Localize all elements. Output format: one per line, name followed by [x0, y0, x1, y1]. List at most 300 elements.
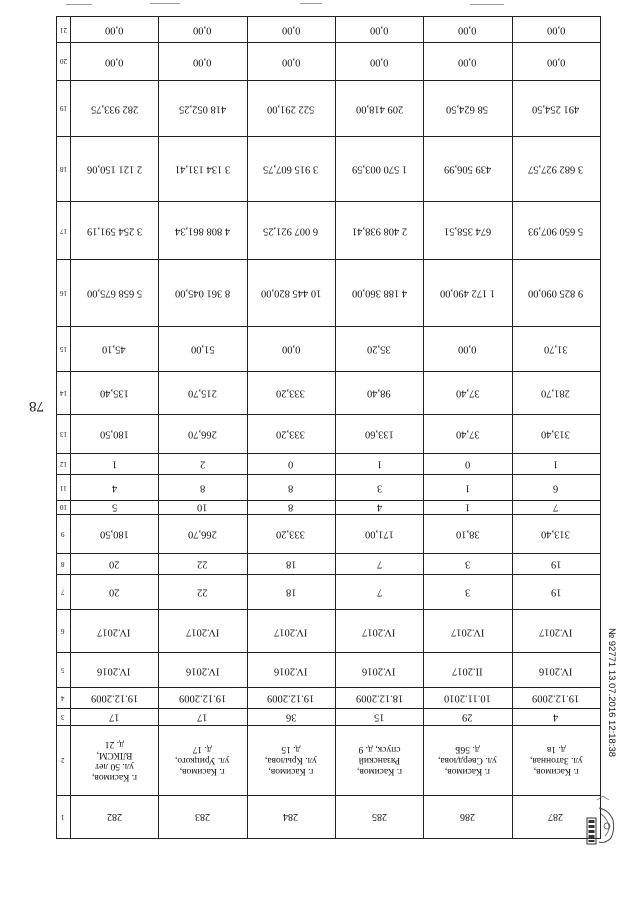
- cell-value: 7: [376, 558, 382, 570]
- column-number-cell: [56, 16, 70, 42]
- scan-artifact: [150, 3, 180, 4]
- cell-value: 1: [464, 501, 471, 513]
- table-cell-col-18: [158, 136, 246, 201]
- table-cell-col-16: [512, 259, 600, 325]
- table-cell-col-7: [247, 574, 335, 609]
- cell-value: 15: [373, 711, 385, 723]
- table-cell-col-7: [423, 574, 511, 609]
- table-cell-col-18: [335, 136, 423, 201]
- column-number-cell: [56, 652, 70, 687]
- table-cell-col-10: [335, 500, 423, 514]
- cell-value: 18: [285, 586, 297, 598]
- address-text: г. Касимов, ул. Затонная, д. 1в: [529, 744, 583, 777]
- table-cell-col-6: [335, 609, 423, 652]
- table-cell-col-7: [512, 574, 600, 609]
- column-number: 14: [59, 388, 67, 397]
- table-cell-col-10: [423, 500, 511, 514]
- cell-value: IV.2016: [185, 665, 220, 677]
- table-cell-col-10: [70, 500, 158, 514]
- cell-value: 3 915 607,75: [263, 163, 319, 175]
- table-cell-col-11: [423, 474, 511, 499]
- cell-value: IV.2017: [450, 626, 485, 638]
- table-cell-col-10: [512, 500, 600, 514]
- cell-value: 19.12.2009: [267, 692, 315, 704]
- table-cell-col-18: [70, 136, 158, 201]
- table-cell-col-15: [247, 326, 335, 371]
- cell-value: 0,00: [458, 343, 477, 355]
- column-number-cell: [56, 708, 70, 725]
- cell-value: 35,20: [367, 343, 391, 355]
- cell-value: 313,40: [541, 428, 571, 440]
- column-number-cell: [56, 687, 70, 708]
- table-cell-col-2: [158, 725, 246, 795]
- cell-value: 29: [462, 711, 473, 723]
- cell-value: 0,00: [546, 24, 565, 36]
- cell-value: 2 121 150,06: [86, 163, 142, 175]
- table-cell-col-5: [247, 652, 335, 687]
- table-cell-col-9: [512, 514, 600, 553]
- cell-value: 266,70: [188, 528, 217, 540]
- table-cell-col-11: [70, 474, 158, 499]
- table-cell-col-15: [512, 326, 600, 371]
- cell-value: 0,00: [193, 24, 212, 36]
- table-cell-col-14: [247, 371, 335, 414]
- table-cell-col-12: [247, 453, 335, 475]
- table-cell-col-8: [158, 553, 246, 575]
- table-cell-col-3: [70, 708, 158, 725]
- cell-value: 209 418,00: [355, 103, 403, 115]
- cell-value: 3: [464, 586, 471, 598]
- column-number-cell: [56, 514, 70, 553]
- table-cell-col-13: [70, 414, 158, 453]
- column-number: 20: [59, 57, 67, 66]
- table-cell-col-16: [70, 259, 158, 325]
- table-cell-col-5: [512, 652, 600, 687]
- cell-value: 282 933,75: [90, 103, 138, 115]
- column-number: 5: [61, 666, 65, 675]
- cell-value: 19: [550, 586, 562, 598]
- table-cell-col-1: [335, 795, 423, 838]
- cell-value: 22: [197, 558, 208, 570]
- cell-value: 522 291,00: [267, 103, 315, 115]
- row-number: 286: [459, 811, 475, 823]
- cell-value: 5 658 675,00: [86, 287, 142, 299]
- cell-value: 674 358,51: [443, 225, 492, 237]
- cell-value: 1: [376, 458, 382, 470]
- table-cell-col-9: [423, 514, 511, 553]
- page-number-text: 78: [28, 397, 44, 414]
- table-cell-col-12: [335, 453, 423, 475]
- table-cell-col-19: [70, 80, 158, 137]
- cell-value: 10.11.2010: [444, 692, 491, 704]
- table-cell-col-2: [247, 725, 335, 795]
- table-cell-col-21: [512, 16, 600, 42]
- cell-value: 20: [108, 586, 120, 598]
- table-cell-col-16: [247, 259, 335, 325]
- table-cell-col-18: [423, 136, 511, 201]
- cell-value: IV.2017: [97, 626, 131, 638]
- table-cell-col-15: [70, 326, 158, 371]
- table-cell-col-6: [70, 609, 158, 652]
- row-number: 287: [548, 811, 564, 823]
- cell-value: 418 052,25: [178, 103, 227, 115]
- cell-value: 8: [199, 482, 206, 494]
- table-cell-col-20: [247, 42, 335, 79]
- table-cell-col-15: [335, 326, 423, 371]
- table-cell-col-19: [335, 80, 423, 137]
- table-cell-col-6: [423, 609, 511, 652]
- cell-value: 313,40: [541, 528, 571, 540]
- page-number: [20, 393, 52, 417]
- cell-value: 0,00: [281, 343, 300, 355]
- cell-value: 1: [111, 458, 117, 470]
- column-number-cell: [56, 725, 70, 795]
- row-number: 282: [106, 811, 122, 823]
- cell-value: 0,00: [104, 56, 124, 68]
- table-cell-col-14: [512, 371, 600, 414]
- table-cell-col-5: [335, 652, 423, 687]
- cell-value: 333,20: [276, 528, 306, 540]
- column-number-cell: [56, 326, 70, 371]
- column-number-cell: [56, 136, 70, 201]
- table-cell-col-9: [247, 514, 335, 553]
- table-cell-col-2: [423, 725, 511, 795]
- row-number: 284: [283, 811, 299, 823]
- cell-value: 5: [111, 501, 117, 513]
- cell-value: 58 624,50: [446, 103, 489, 115]
- cell-value: 333,20: [276, 387, 306, 399]
- address-text: г. Касимов, Рязанский спуск, д. 9: [356, 744, 402, 777]
- cell-value: 1 172 490,00: [439, 287, 496, 299]
- cell-value: 3 134 131,41: [174, 163, 231, 175]
- column-number: 19: [59, 104, 67, 113]
- cell-value: 45,10: [102, 343, 126, 355]
- cell-value: 5 650 907,93: [528, 225, 584, 237]
- column-number-cell: [56, 42, 70, 79]
- document-footer: [603, 600, 621, 785]
- column-number-cell: [56, 201, 70, 260]
- table-cell-col-21: [335, 16, 423, 42]
- cell-value: 38,10: [455, 528, 480, 540]
- cell-value: 18.12.2009: [355, 692, 403, 704]
- table-cell-col-17: [70, 201, 158, 260]
- table-cell-col-13: [512, 414, 600, 453]
- table-cell-col-17: [247, 201, 335, 260]
- cell-value: 8: [288, 482, 294, 494]
- table-cell-col-1: [247, 795, 335, 838]
- table-cell-col-17: [423, 201, 511, 260]
- row-number: 283: [194, 811, 210, 823]
- cell-value: 281,70: [541, 387, 571, 399]
- table-cell-col-17: [512, 201, 600, 260]
- cell-value: 7: [553, 501, 559, 513]
- emblem-stamp-icon: [585, 780, 619, 848]
- table-cell-col-10: [247, 500, 335, 514]
- cell-value: 0,00: [369, 24, 389, 36]
- column-number: 10: [59, 503, 67, 512]
- column-number-cell: [56, 371, 70, 414]
- table-cell-col-2: [335, 725, 423, 795]
- column-number: 7: [61, 588, 65, 597]
- table-cell-col-11: [512, 474, 600, 499]
- cell-value: 7: [376, 586, 382, 598]
- table-cell-col-8: [512, 553, 600, 575]
- column-number-cell: [56, 259, 70, 325]
- cell-value: 0,00: [369, 56, 389, 68]
- cell-value: 36: [285, 711, 297, 723]
- cell-value: II.2017: [452, 665, 483, 677]
- column-number: 11: [59, 483, 67, 492]
- cell-value: 51,00: [190, 343, 215, 355]
- cell-value: 4: [111, 482, 117, 494]
- cell-value: 20: [108, 558, 120, 570]
- cell-value: IV.2017: [539, 626, 573, 638]
- table-cell-col-11: [247, 474, 335, 499]
- cell-value: 3 682 927,57: [528, 163, 584, 175]
- table-cell-col-5: [423, 652, 511, 687]
- table-cell-col-20: [335, 42, 423, 79]
- cell-value: 0,00: [546, 56, 565, 68]
- table-cell-col-19: [512, 80, 600, 137]
- table-cell-col-5: [158, 652, 246, 687]
- column-number-cell: [56, 474, 70, 499]
- column-number: 13: [59, 429, 67, 438]
- table-cell-col-11: [335, 474, 423, 499]
- table-cell-col-16: [158, 259, 246, 325]
- table-cell-col-1: [70, 795, 158, 838]
- table-cell-col-3: [512, 708, 600, 725]
- column-number-cell: [56, 795, 70, 838]
- cell-value: 10: [197, 501, 208, 513]
- cell-value: 171,00: [364, 528, 394, 540]
- column-number: 17: [59, 226, 67, 235]
- table-cell-col-8: [247, 553, 335, 575]
- table-cell-col-9: [335, 514, 423, 553]
- table-cell-col-12: [423, 453, 511, 475]
- table-cell-col-4: [70, 687, 158, 708]
- cell-value: 9 825 090,00: [528, 287, 584, 299]
- table-cell-col-1: [158, 795, 246, 838]
- table-cell-col-21: [247, 16, 335, 42]
- column-number: 2: [61, 756, 65, 765]
- column-number: 21: [59, 25, 67, 34]
- cell-value: 18: [285, 558, 297, 570]
- cell-value: 0,00: [281, 56, 300, 68]
- table-cell-col-13: [158, 414, 246, 453]
- cell-value: IV.2016: [362, 665, 396, 677]
- table-cell-col-20: [158, 42, 246, 79]
- column-number-cell: [56, 574, 70, 609]
- address-text: г. Касимов, ул. Свердлова, д. 56Б: [438, 744, 497, 777]
- table-cell-col-12: [512, 453, 600, 475]
- cell-value: 3: [376, 482, 382, 494]
- scan-artifact: [470, 4, 504, 5]
- cell-value: 37,40: [455, 387, 480, 399]
- cell-value: IV.2017: [362, 626, 396, 638]
- cell-value: IV.2016: [274, 665, 308, 677]
- table-cell-col-21: [423, 16, 511, 42]
- table-cell-col-20: [512, 42, 600, 79]
- cell-value: 0: [288, 458, 294, 470]
- table-cell-col-3: [158, 708, 246, 725]
- table-cell-col-17: [158, 201, 246, 260]
- table-rule: [600, 16, 601, 838]
- column-number-cell: [56, 500, 70, 514]
- cell-value: 215,70: [188, 387, 217, 399]
- table-cell-col-3: [423, 708, 511, 725]
- table-cell-col-19: [247, 80, 335, 137]
- table-cell-col-13: [247, 414, 335, 453]
- table-cell-col-16: [335, 259, 423, 325]
- table-cell-col-7: [158, 574, 246, 609]
- cell-value: 1: [553, 458, 559, 470]
- table-cell-col-17: [335, 201, 423, 260]
- table-cell-col-15: [423, 326, 511, 371]
- scan-artifact: [300, 3, 322, 4]
- column-number-cell: [56, 453, 70, 475]
- cell-value: 19.12.2009: [90, 692, 138, 704]
- table-cell-col-20: [423, 42, 511, 79]
- cell-value: 4: [553, 711, 559, 723]
- cell-value: 180,50: [99, 428, 129, 440]
- table-cell-col-4: [335, 687, 423, 708]
- table-cell-col-19: [423, 80, 511, 137]
- cell-value: 266,70: [188, 428, 217, 440]
- column-number: 4: [61, 694, 65, 703]
- table-cell-col-10: [158, 500, 246, 514]
- cell-value: 19: [550, 558, 562, 570]
- table-cell-col-6: [512, 609, 600, 652]
- table-cell-col-9: [70, 514, 158, 553]
- cell-value: IV.2016: [97, 665, 131, 677]
- address-text: г. Касимов, ул. 50 лет ВЛКСМ, д. 21: [91, 738, 137, 782]
- cell-value: 2: [199, 458, 206, 470]
- cell-value: 17: [108, 711, 120, 723]
- table-cell-col-6: [247, 609, 335, 652]
- cell-value: 1 570 003,59: [351, 163, 407, 175]
- cell-value: IV.2016: [539, 665, 573, 677]
- cell-value: 180,50: [99, 528, 129, 540]
- table-cell-col-6: [158, 609, 246, 652]
- cell-value: 22: [197, 586, 208, 598]
- table-cell-col-4: [512, 687, 600, 708]
- cell-value: 0,00: [281, 24, 300, 36]
- cell-value: 439 506,99: [443, 163, 492, 175]
- table-cell-col-14: [70, 371, 158, 414]
- column-number-cell: [56, 414, 70, 453]
- column-number: 18: [59, 164, 67, 173]
- cell-value: 2 408 938,41: [351, 225, 407, 237]
- table-cell-col-18: [512, 136, 600, 201]
- column-number: 6: [61, 627, 65, 636]
- table-cell-col-4: [158, 687, 246, 708]
- row-number: 285: [371, 811, 387, 823]
- table-cell-col-9: [158, 514, 246, 553]
- table-cell-col-16: [423, 259, 511, 325]
- column-number: 8: [61, 559, 65, 568]
- table-cell-col-2: [70, 725, 158, 795]
- table-cell-col-14: [335, 371, 423, 414]
- scan-artifact: [66, 4, 92, 5]
- table-cell-col-5: [70, 652, 158, 687]
- cell-value: 135,40: [99, 387, 129, 399]
- cell-value: 8: [288, 501, 294, 513]
- table-rule: [56, 838, 600, 839]
- column-number: 9: [61, 529, 65, 538]
- cell-value: 31,70: [544, 343, 568, 355]
- cell-value: 1: [464, 482, 471, 494]
- cell-value: 10 445 820,00: [260, 287, 321, 299]
- document-footer-text: № 92771 13.07.2016 12:18:38: [606, 627, 618, 758]
- table-cell-col-13: [423, 414, 511, 453]
- table-cell-col-3: [247, 708, 335, 725]
- cell-value: IV.2017: [185, 626, 220, 638]
- table-cell-col-18: [247, 136, 335, 201]
- cell-value: 19.12.2009: [178, 692, 227, 704]
- column-number: 1: [61, 812, 65, 821]
- table-cell-col-12: [158, 453, 246, 475]
- table-cell-col-8: [335, 553, 423, 575]
- table-cell-col-12: [70, 453, 158, 475]
- table-cell-col-21: [158, 16, 246, 42]
- table-cell-col-19: [158, 80, 246, 137]
- cell-value: 0,00: [458, 24, 477, 36]
- cell-value: 0,00: [104, 24, 124, 36]
- column-number: 15: [59, 344, 67, 353]
- cell-value: 6 007 921,25: [263, 225, 319, 237]
- address-text: г. Касимов, ул. Крылова, д. 15: [264, 744, 317, 777]
- table-cell-col-14: [423, 371, 511, 414]
- cell-value: 133,60: [364, 428, 394, 440]
- column-number-cell: [56, 553, 70, 575]
- table-cell-col-11: [158, 474, 246, 499]
- table-cell-col-14: [158, 371, 246, 414]
- column-number-cell: [56, 609, 70, 652]
- cell-value: 8 361 045,00: [174, 287, 231, 299]
- cell-value: 17: [197, 711, 208, 723]
- cell-value: 0: [464, 458, 471, 470]
- table-cell-col-1: [423, 795, 511, 838]
- address-text: г. Касимов, ул. Урицкого, д. 17: [175, 744, 230, 777]
- table-cell-col-20: [70, 42, 158, 79]
- cell-value: 333,20: [276, 428, 306, 440]
- cell-value: 6: [553, 482, 559, 494]
- table-cell-col-4: [247, 687, 335, 708]
- cell-value: IV.2017: [274, 626, 308, 638]
- cell-value: 98,40: [367, 387, 391, 399]
- table-cell-col-3: [335, 708, 423, 725]
- cell-value: 491 254,50: [532, 103, 580, 115]
- table-cell-col-7: [70, 574, 158, 609]
- cell-value: 0,00: [458, 56, 477, 68]
- cell-value: 0,00: [193, 56, 212, 68]
- cell-value: 4 188 360,00: [351, 287, 407, 299]
- cell-value: 3: [464, 558, 471, 570]
- table-cell-col-7: [335, 574, 423, 609]
- column-number: 12: [59, 460, 67, 469]
- table-cell-col-8: [423, 553, 511, 575]
- cell-value: 3 254 591,19: [86, 225, 142, 237]
- column-number: 3: [61, 712, 65, 721]
- table-cell-col-21: [70, 16, 158, 42]
- cell-value: 19.12.2009: [532, 692, 580, 704]
- column-number-cell: [56, 80, 70, 137]
- table-cell-col-15: [158, 326, 246, 371]
- cell-value: 4 808 861,34: [174, 225, 231, 237]
- table-cell-col-4: [423, 687, 511, 708]
- cell-value: 37,40: [455, 428, 480, 440]
- cell-value: 4: [376, 501, 382, 513]
